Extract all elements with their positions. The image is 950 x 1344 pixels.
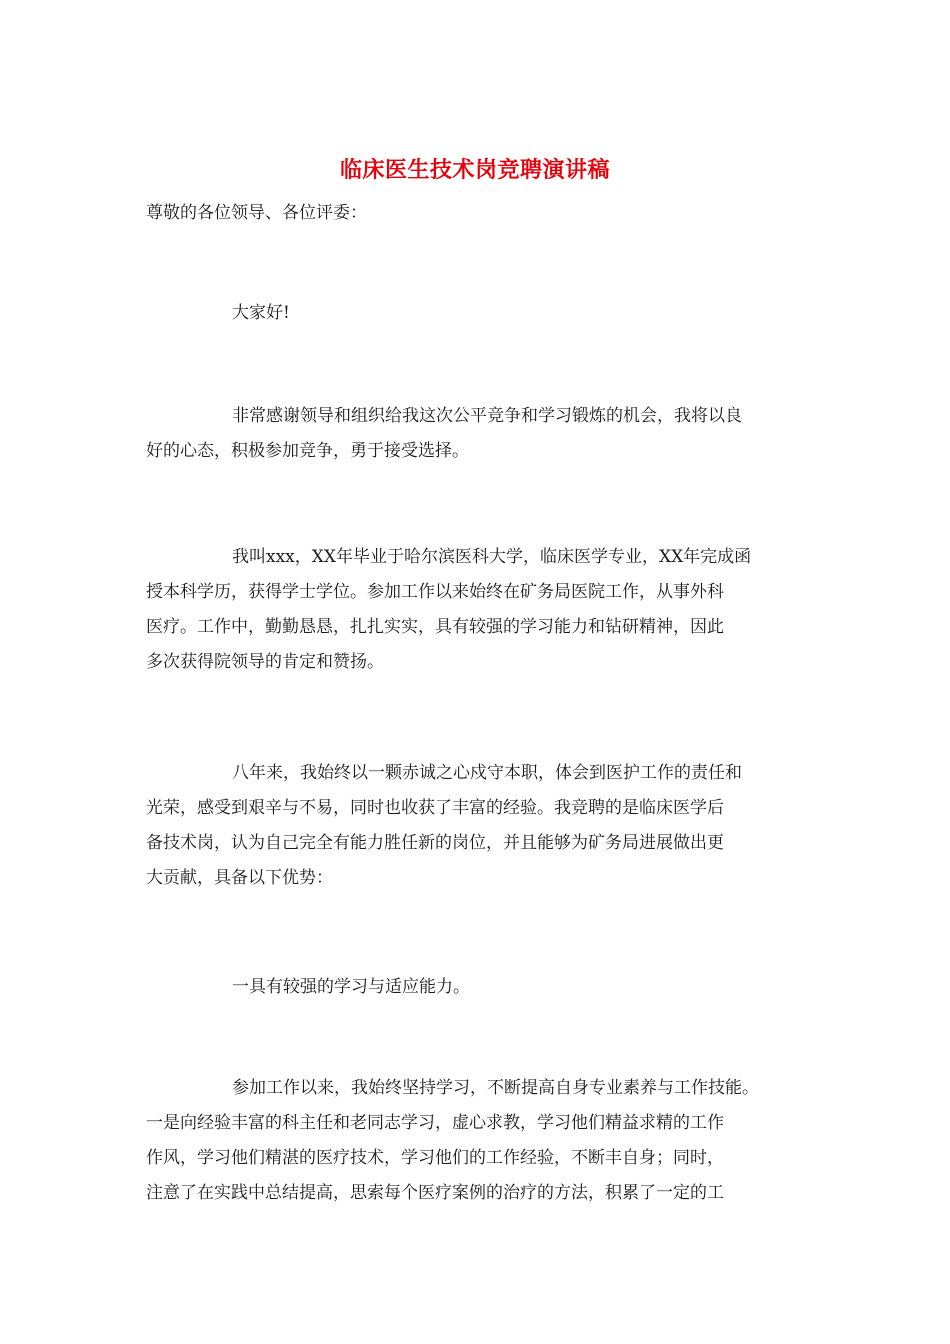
paragraph-line: 备技术岗，认为自己完全有能力胜任新的岗位，并且能够为矿务局进展做出更 — [146, 833, 724, 853]
paragraph-line: 八年来，我始终以一颗赤诚之心戍守本职，体会到医护工作的责任和 — [232, 763, 742, 783]
paragraph-line: 好的心态，积极参加竞争，勇于接受选择。 — [146, 441, 469, 461]
paragraph-greeting — [146, 296, 826, 331]
paragraph-line: 大贡献，具备以下优势： — [146, 868, 333, 888]
paragraph-line: 我叫xxx，XX年毕业于哈尔滨医科大学，临床医学专业，XX年完成函 — [232, 547, 752, 567]
paragraph-learning — [146, 1071, 826, 1211]
paragraph-line: 非常感谢领导和组织给我这次公平竞争和学习锻炼的机会，我将以良 — [232, 406, 742, 426]
paragraph-line: 一是向经验丰富的科主任和老同志学习，虚心求教，学习他们精益求精的工作 — [146, 1113, 724, 1133]
paragraph-introduction — [146, 540, 826, 680]
salutation-line: 尊敬的各位领导、各位评委： — [146, 203, 367, 223]
paragraph-advantage-heading — [146, 970, 826, 1005]
paragraph-line: 大家好! — [232, 303, 290, 323]
paragraph-line: 参加工作以来，我始终坚持学习，不断提高自身专业素养与工作技能。 — [232, 1078, 759, 1098]
paragraph-line: 多次获得院领导的肯定和赞扬。 — [146, 652, 384, 672]
document-title: 临床医生技术岗竞聘演讲稿 — [339, 158, 610, 183]
paragraph-line: 一具有较强的学习与适应能力。 — [232, 977, 470, 997]
paragraph-line: 作风，学习他们精湛的医疗技术，学习他们的工作经验，不断丰自身；同时， — [146, 1148, 724, 1168]
salutation — [146, 196, 826, 231]
paragraph-line: 光荣，感受到艰辛与不易，同时也收获了丰富的经验。我竞聘的是临床医学后 — [146, 798, 724, 818]
paragraph-line: 授本科学历，获得学士学位。参加工作以来始终在矿务局医院工作，从事外科 — [146, 582, 724, 602]
paragraph-experience — [146, 756, 826, 896]
paragraph-thanks — [146, 399, 826, 469]
paragraph-line: 医疗。工作中，勤勤恳恳，扎扎实实，具有较强的学习能力和钻研精神，因此 — [146, 617, 724, 637]
paragraph-line: 注意了在实践中总结提高，思索每个医疗案例的治疗的方法，积累了一定的工 — [146, 1183, 724, 1203]
